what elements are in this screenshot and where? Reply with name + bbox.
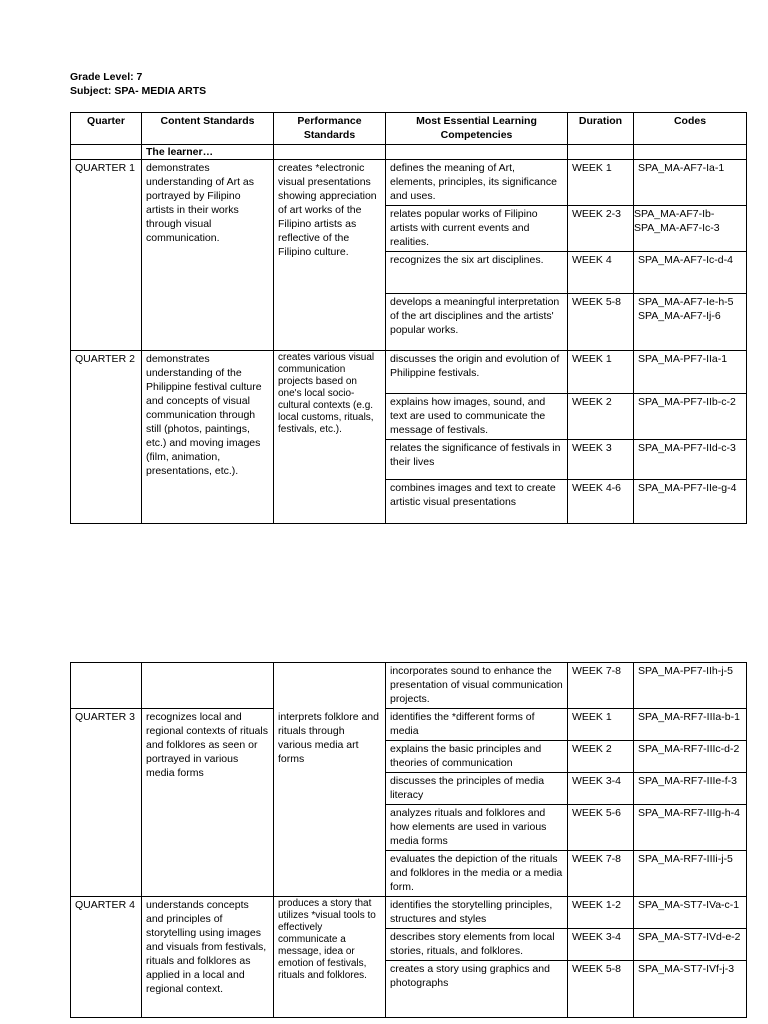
code: [634, 206, 747, 252]
code: SPA_MA-RF7-IIIg-h-4: [634, 805, 747, 851]
performance-standard: interprets folklore and rituals through various media art forms: [274, 709, 386, 897]
code-line: SPA_MA-AF7-Ie-h-5: [638, 296, 734, 308]
code: SPA_MA-RF7-IIIi-j-5: [634, 851, 747, 897]
duration: WEEK 3-4: [568, 929, 634, 961]
duration: WEEK 5-8: [568, 961, 634, 1018]
code-line: SPA_MA-AF7-Ij-6: [638, 310, 721, 322]
code: SPA_MA-PF7-IId-c-3: [634, 440, 747, 480]
grade-level: Grade Level: 7: [70, 71, 143, 83]
duration: WEEK 2: [568, 394, 634, 440]
table-row: [71, 351, 747, 394]
code: [634, 294, 747, 351]
competency: explains the basic principles and theories of communication: [386, 741, 568, 773]
col-header-content-standards: Content Standards: [142, 113, 274, 145]
subject: Subject: SPA- MEDIA ARTS: [70, 85, 207, 97]
col-header-performance-standards: Performance Standards: [274, 113, 386, 145]
content-standard: understands concepts and principles of storytelling using images and visuals from festivals, rituals and folklores as applied in a local and regional context.: [142, 897, 274, 1018]
duration: WEEK 7-8: [568, 851, 634, 897]
competency: discusses the origin and evolution of Philippine festivals.: [386, 351, 568, 394]
content-standard: demonstrates understanding of Art as portrayed by Filipino artists in their works through visual communication.: [142, 160, 274, 351]
code: SPA_MA-PF7-IIh-j-5: [634, 663, 747, 709]
competency: recognizes the six art disciplines.: [386, 252, 568, 294]
table-row: [71, 160, 747, 206]
code: SPA_MA-ST7-IVa-c-1: [634, 897, 747, 929]
duration: WEEK 5-6: [568, 805, 634, 851]
competency: identifies the *different forms of media: [386, 709, 568, 741]
curriculum-table-page-1: [70, 112, 747, 524]
competency: relates the significance of festivals in their lives: [386, 440, 568, 480]
curriculum-table-page-2: [70, 662, 747, 1018]
competency: describes story elements from local stories, rituals, and folklores.: [386, 929, 568, 961]
table-row: [71, 663, 747, 709]
table-header-row: [71, 113, 747, 145]
competency: evaluates the depiction of the rituals and folklores in the media or a media form.: [386, 851, 568, 897]
duration: WEEK 4-6: [568, 480, 634, 524]
performance-standard: creates *electronic visual presentations showing appreciation of art works of the Filipino artists as reflective of the Filipino culture.: [274, 160, 386, 351]
code: SPA_MA-AF7-Ic-d-4: [634, 252, 747, 294]
competency: combines images and text to create artistic visual presentations: [386, 480, 568, 524]
col-header-duration: Duration: [568, 113, 634, 145]
duration: WEEK 5-8: [568, 294, 634, 351]
duration: WEEK 3: [568, 440, 634, 480]
duration: WEEK 3-4: [568, 773, 634, 805]
code: SPA_MA-PF7-IIe-g-4: [634, 480, 747, 524]
col-header-codes: Codes: [634, 113, 747, 145]
competency: develops a meaningful interpretation of the art disciplines and the artists' popular works.: [386, 294, 568, 351]
code: SPA_MA-RF7-IIIe-f-3: [634, 773, 747, 805]
duration: WEEK 1-2: [568, 897, 634, 929]
code: SPA_MA-AF7-Ia-1: [634, 160, 747, 206]
table-row: [71, 897, 747, 929]
performance-standard: creates various visual communication projects based on one's local socio-cultural contexts (e.g. local customs, rituals, festivals, etc.).: [274, 351, 386, 524]
content-standard: demonstrates understanding of the Philippine festival culture and concepts of visual communication through still (photos, paintings, etc.) and moving images (film, animation, presentations, etc.).: [142, 351, 274, 524]
code: SPA_MA-PF7-IIa-1: [634, 351, 747, 394]
col-header-quarter: Quarter: [71, 113, 142, 145]
competency: defines the meaning of Art, elements, principles, its significance and uses.: [386, 160, 568, 206]
duration: WEEK 4: [568, 252, 634, 294]
code: SPA_MA-RF7-IIIa-b-1: [634, 709, 747, 741]
code: SPA_MA-PF7-IIb-c-2: [634, 394, 747, 440]
code-line: SPA_MA-AF7-Ic-3: [634, 222, 720, 234]
duration: WEEK 1: [568, 351, 634, 394]
code: SPA_MA-ST7-IVf-j-3: [634, 961, 747, 1018]
col-header-melc: Most Essential Learning Competencies: [386, 113, 568, 145]
competency: relates popular works of Filipino artists with current events and realities.: [386, 206, 568, 252]
competency: explains how images, sound, and text are used to communicate the message of festivals.: [386, 394, 568, 440]
table-row: [71, 145, 747, 160]
quarter-label: QUARTER 1: [71, 160, 142, 351]
competency: creates a story using graphics and photographs: [386, 961, 568, 1018]
duration: WEEK 2: [568, 741, 634, 773]
duration: WEEK 1: [568, 160, 634, 206]
duration: WEEK 7-8: [568, 663, 634, 709]
competency: incorporates sound to enhance the presentation of visual communication projects.: [386, 663, 568, 709]
code: SPA_MA-ST7-IVd-e-2: [634, 929, 747, 961]
competency: identifies the storytelling principles, structures and styles: [386, 897, 568, 929]
quarter-label: QUARTER 4: [71, 897, 142, 1018]
code-line: SPA_MA-AF7-Ib-: [634, 208, 715, 220]
competency: discusses the principles of media literacy: [386, 773, 568, 805]
quarter-label: QUARTER 3: [71, 709, 142, 897]
table-row: [71, 709, 747, 741]
duration: WEEK 1: [568, 709, 634, 741]
document-header: [70, 70, 206, 98]
duration: WEEK 2-3: [568, 206, 634, 252]
quarter-label: QUARTER 2: [71, 351, 142, 524]
competency: analyzes rituals and folklores and how elements are used in various media forms: [386, 805, 568, 851]
code: SPA_MA-RF7-IIIc-d-2: [634, 741, 747, 773]
content-standard: recognizes local and regional contexts of rituals and folklores as seen or portrayed in various media forms: [142, 709, 274, 897]
performance-standard: produces a story that utilizes *visual tools to effectively communicate a message, idea or emotion of festivals, rituals and folklores.: [274, 897, 386, 1018]
learner-label: The learner…: [142, 145, 274, 160]
